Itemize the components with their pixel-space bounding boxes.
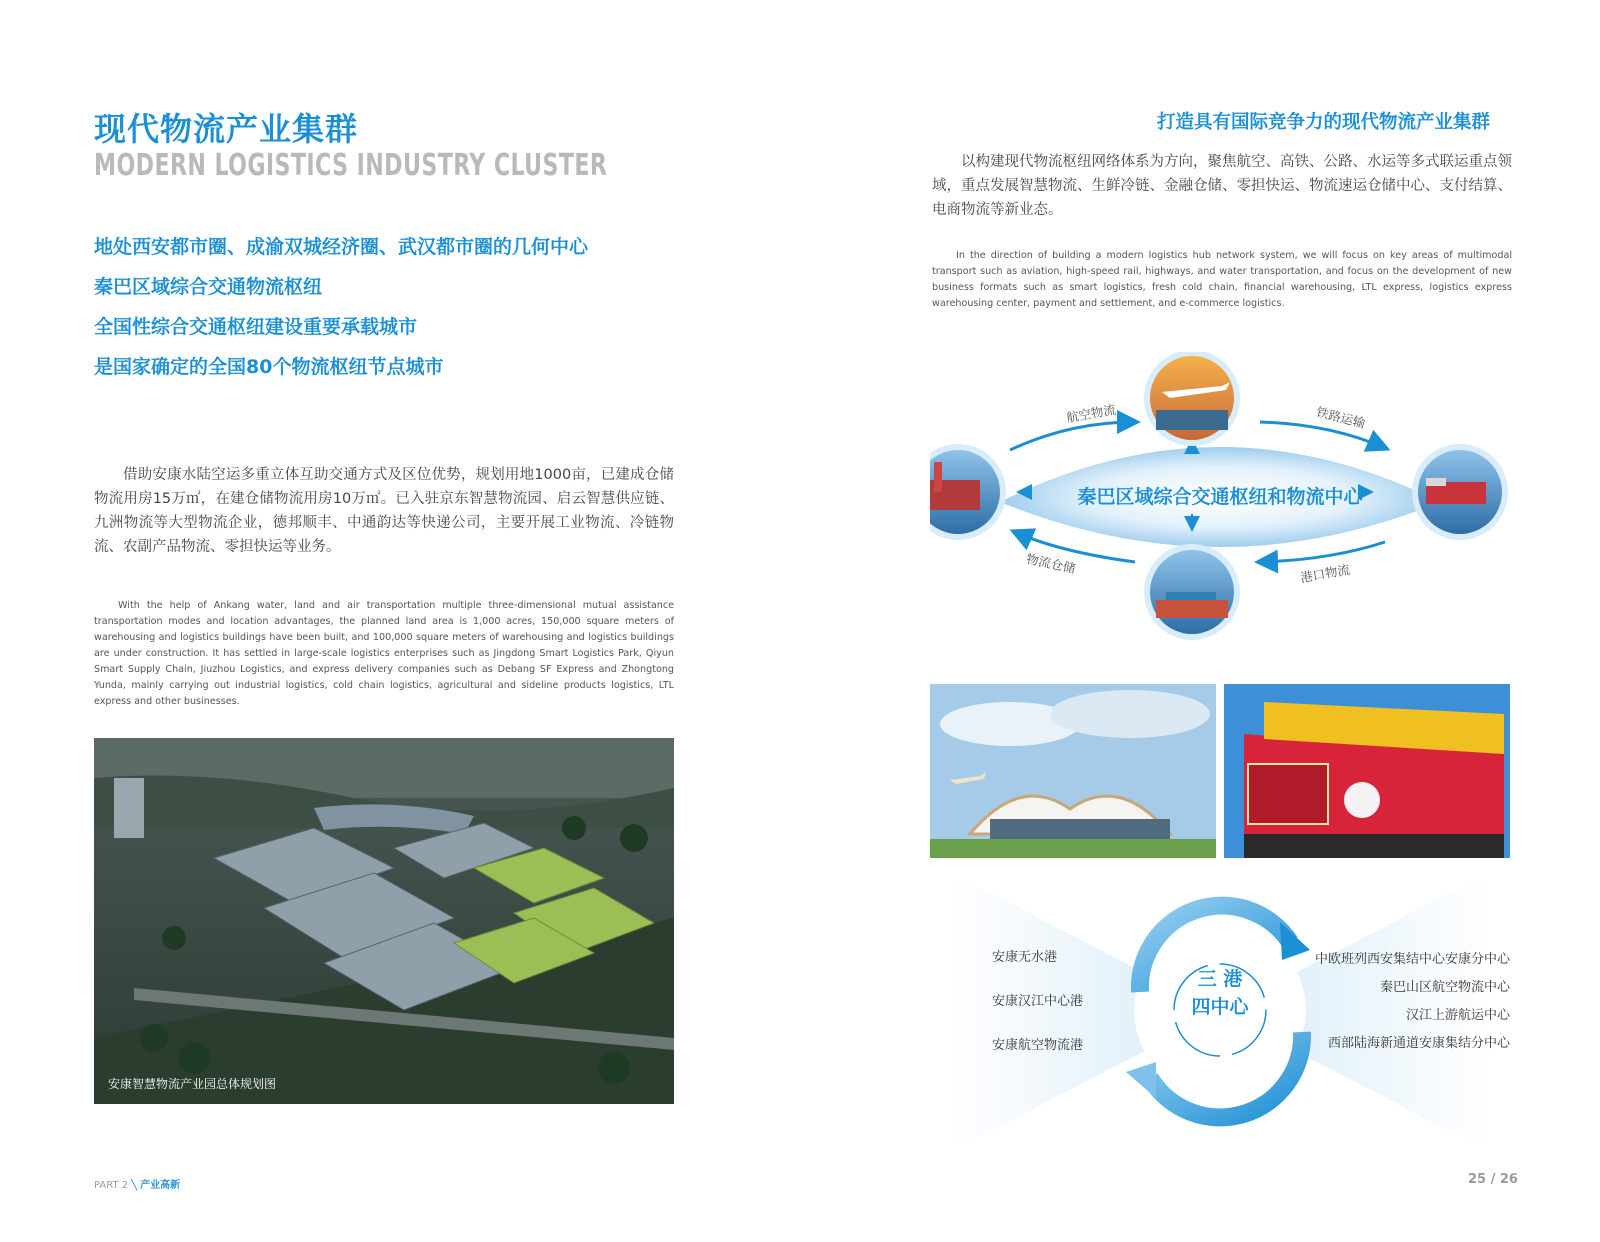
rail-transport-label: 铁路运输	[1314, 404, 1367, 431]
page-title: 现代物流产业集群	[94, 110, 359, 148]
center-item: 秦巴山区航空物流中心	[1379, 980, 1510, 995]
right-page-title: 打造具有国际竞争力的现代物流产业集群	[1156, 112, 1490, 133]
center-item: 中欧班列西安集结中心安康分中心	[1314, 952, 1510, 967]
center-item: 汉江上游航运中心	[1405, 1008, 1510, 1023]
image-caption: 安康智慧物流产业园总体规划图	[108, 1077, 277, 1091]
ring-title-line2: 四中心	[1191, 996, 1249, 1018]
intro-paragraph-en: With the help of Ankang water, land and air transportation multiple three-dimensional mutual assistance transportation modes and location advantages, the planned land area is 1,000 acres, 150,000 square meters of warehousing and logistics buildings have been built, and 100,000 square meters of warehousing and logistics buildings are under construction. It has settled in large-scale logistics enterprises such as Jingdong Smart Logistics Park, Qiyun Smart Supply Chain, Jiuzhou Logistics, and express delivery companies such as Debang SF Express and Zhongtong Yunda, mainly carrying out industrial logistics, cold chain logistics, agricultural and sideline products logistics, LTL express and other businesses.	[94, 600, 674, 707]
footer-part: PART 2	[94, 1180, 129, 1191]
highlight-item: 秦巴区域综合交通物流枢纽	[94, 276, 323, 298]
page-numbers: 25 / 26	[1468, 1172, 1518, 1187]
intro-paragraph-cn: 借助安康水陆空运多重立体互助交通方式及区位优势，规划用地1000亩，已建成仓储物流用房15万㎡，在建仓储物流用房10万㎡。已入驻京东智慧物流园、启云智慧供应链、九洲物流等大型物流企业，德邦顺丰、中通韵达等快递公司，主要开展工业物流、冷链物流、农副产品物流、零担快运等业务。	[94, 467, 674, 555]
train-illustration	[1224, 684, 1510, 858]
china-europe-train-photo	[1224, 684, 1510, 858]
footer-section-label	[94, 1176, 180, 1191]
logistics-park-rendering	[94, 738, 674, 1104]
footer-section: 产业高新	[140, 1180, 181, 1191]
port-logistics-photo	[1144, 544, 1240, 640]
footer-slash-icon: ╲	[131, 1180, 138, 1191]
logistics-hub-diagram	[930, 352, 1510, 642]
air-logistics-label: 航空物流	[1065, 401, 1118, 426]
center-item: 西部陆海新通道安康集结分中心	[1327, 1036, 1510, 1051]
ring-title-line1: 三 港	[1197, 968, 1243, 990]
warehouse-storage-label: 物流仓储	[1024, 550, 1077, 577]
airport-illustration	[930, 684, 1216, 858]
park-illustration	[94, 738, 674, 1104]
page-subtitle-en: MODERN LOGISTICS INDUSTRY CLUSTER	[94, 148, 608, 183]
strategy-paragraph-en: In the direction of building a modern logistics hub network system, we will focus on key areas of multimodal transport such as aviation, high-speed rail, highways, and water transportation, and focus on the development of new business formats such as smart logistics, fresh cold chain, financial warehousing, LTL express, logistics express warehousing center, payment and settlement, and e-commerce logistics.	[932, 250, 1512, 309]
highlight-item: 全国性综合交通枢纽建设重要承载城市	[94, 316, 418, 338]
airport-photo	[930, 684, 1216, 858]
port-logistics-label: 港口物流	[1299, 561, 1352, 586]
ports-centers-diagram	[930, 872, 1510, 1162]
highlight-item: 地处西安都市圈、成渝双城经济圈、武汉都市圈的几何中心	[94, 236, 589, 258]
strategy-paragraph-cn: 以构建现代物流枢纽网络体系为方向，聚焦航空、高铁、公路、水运等多式联运重点领域，重点发展智慧物流、生鲜冷链、金融仓储、零担快运、物流速运仓储中心、支付结算、电商物流等新业态。	[932, 154, 1512, 218]
hub-center-label: 秦巴区域综合交通枢纽和物流中心	[1077, 486, 1363, 508]
air-logistics-photo	[1144, 352, 1240, 446]
port-item: 安康无水港	[992, 950, 1058, 965]
port-item: 安康汉江中心港	[992, 994, 1084, 1009]
port-item: 安康航空物流港	[992, 1038, 1084, 1053]
highlight-list	[94, 234, 588, 394]
highlight-item: 是国家确定的全国80个物流枢纽节点城市	[94, 356, 444, 378]
